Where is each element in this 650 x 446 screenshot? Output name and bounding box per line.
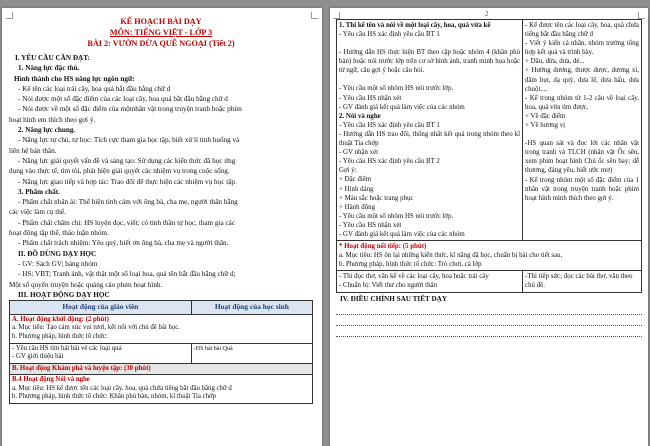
table-cell bbox=[337, 271, 523, 292]
text-line: Một số quyển truyện hoặc quảng cáo phim hoạt hình. bbox=[9, 280, 163, 289]
text-line: - Yêu cầu HS nhận xét bbox=[339, 221, 402, 229]
text-line: + Hành động bbox=[339, 203, 376, 211]
dotted-line bbox=[336, 327, 642, 337]
corner-mark bbox=[333, 12, 340, 19]
document-page-2 bbox=[330, 8, 648, 446]
table-row bbox=[10, 314, 313, 343]
dotted-line bbox=[336, 305, 642, 315]
subsection-heading: 3. Phẩm chất. bbox=[18, 187, 60, 196]
activity-heading: 1. Thi kể tên và nói về một loại cây, hoa, quả vừa kể bbox=[339, 22, 491, 29]
text-paragraph: - Hướng dẫn HS trao đổi, thống nhất kết quả trong nhóm theo kĩ thuật Tia chớp bbox=[339, 130, 521, 148]
text-line: a. Mục tiêu: HS ôn lại những kiến thức, kĩ năng đã học, chuẩn bị bài cho tiết sau. bbox=[339, 252, 563, 260]
table-cell bbox=[10, 343, 192, 363]
subject-heading: MÔN: TIẾNG VIỆT - LỚP 3 bbox=[109, 28, 213, 37]
text-line: + Dâu, dừa, dưa, dẻ... bbox=[525, 58, 585, 66]
table-cell-teacher bbox=[337, 20, 523, 241]
table-row bbox=[10, 363, 313, 375]
page-2-content bbox=[336, 19, 642, 337]
activity-table bbox=[9, 300, 313, 404]
text-line: - Yêu cầu HS xác định yêu cầu BT 2 bbox=[339, 158, 440, 166]
text-line: - Yêu cầu HS nhận xét bbox=[339, 94, 402, 102]
section-heading-2: II. ĐỒ DÙNG DẠY HỌC bbox=[18, 249, 97, 258]
subsection-heading: 1. Năng lực đặc thù. bbox=[18, 64, 80, 73]
table-cell: -Thi tiếp sức; đọc các bài thơ, văn theo chủ đề. bbox=[523, 271, 642, 292]
text-line: - GV giới thiệu bài bbox=[12, 353, 64, 361]
text-line: + Hình dáng bbox=[339, 185, 374, 193]
text-line: - Phẩm chất chăm chỉ: HS luyện đọc, viết; có tinh thần tự học, tham gia các bbox=[18, 218, 236, 227]
text-line: - Yêu cầu HS xác định yêu cầu BT 1 bbox=[339, 121, 440, 129]
section-heading-4: IV. ĐIỀU CHỈNH SAU TIẾT DẠY bbox=[340, 294, 448, 303]
text-line: - Yêu cầu HS tìm hát bài về các loại quả bbox=[12, 344, 122, 352]
text-line: a. Mục tiêu: Tạo cảm xúc vui tươi, kết nối với chủ đề bài học. bbox=[12, 324, 180, 332]
lesson-heading: BÀI 2: VƯỜN DỪA QUÊ NGOẠI (Tiết 2) bbox=[87, 39, 235, 48]
text-line: + Về đặc điểm bbox=[525, 112, 566, 120]
text-paragraph: - Viết ý kiến cá nhân, nhóm trưởng tổng hợp kết quả và trình bày. bbox=[525, 40, 639, 57]
text-line: - GV đánh giá kết quả làm việc của các nhóm bbox=[339, 103, 465, 111]
page-1-content bbox=[9, 16, 313, 404]
text-line: - HS: VBT; Tranh ảnh, vật thật một số loại hoa, quả tên bắt đầu bằng chữ d; bbox=[18, 270, 236, 279]
text-paragraph: - Kể trong nhóm từ 1-2 câu về loại cây, hoa, quả vừa tìm được. bbox=[525, 94, 639, 111]
table-cell: -HS hát bài Quả bbox=[191, 343, 312, 363]
text-line: b. Phương pháp, hình thức tổ chức: Trò chơi, cá lớp bbox=[339, 261, 482, 269]
text-line: - Kể tên các loại trái cây, hoa quả bắt đầu bằng chữ d bbox=[18, 84, 171, 93]
activity-title: A. Hoạt động khởi động: (2 phút) bbox=[12, 315, 109, 323]
text-paragraph: + Hướng dương, thược dược, dương xỉ, dâm bụt, dạ quỳ, dưa lê, dưa hấu, dưa chuột.... bbox=[525, 67, 639, 93]
activity-title: B. Hoạt động Khám phá và luyện tập: (30 phút) bbox=[12, 364, 151, 372]
column-header-teacher: Hoạt động của giáo viên bbox=[10, 301, 192, 315]
text-line: - GV đánh giá kết quả làm việc của các nhóm bbox=[339, 230, 465, 238]
activity-table-continued bbox=[336, 19, 642, 293]
column-header-student: Hoạt động của học sinh bbox=[191, 301, 312, 315]
table-row bbox=[10, 375, 313, 404]
text-line: - Yêu cầu HS xác định yêu cầu BT 1 bbox=[339, 31, 440, 39]
text-line: liên hệ bản thân. bbox=[9, 146, 57, 155]
text-line: hoạt động tập thể, thảo luận nhóm. bbox=[9, 229, 109, 238]
text-line: - Phẩm chất trách nhiệm: Yêu quý, biết ơn ông bà, cha mẹ và người thân. bbox=[18, 239, 229, 248]
text-line: - Chuẩn bị: Viết thư cho người thân bbox=[339, 282, 438, 290]
text-line: b. Phương pháp, hình thức tổ chức: bbox=[12, 332, 108, 340]
activity-heading: 2. Nói và nghe bbox=[339, 112, 381, 120]
section-heading-3: III. HOẠT ĐỘNG DẠY HỌC bbox=[18, 290, 110, 299]
text-line: Gợi ý: bbox=[339, 167, 357, 175]
text-line: - Nói được về một số đặc điểm của mộtnhân vật trong truyện tranh hoặc phim bbox=[18, 105, 242, 114]
text-paragraph: - Kể được tên các loại cây, hoa, quả chứa tiếng bắt đầu bằng chữ d bbox=[525, 22, 639, 39]
page-number: 2 bbox=[485, 10, 489, 18]
text-line: - Năng lực giải quyết vấn đề và sáng tạo: Sử dụng các kiến thức đã học ứng bbox=[18, 156, 236, 165]
text-line: - Năng lực giao tiếp và hợp tác: Trao đổi để thực hiện các nhiệm vụ học tập. bbox=[18, 177, 237, 186]
text-line: - Nói được một số đặc điểm của các loại cây, hoa quả bắt đầu bằng chữ d bbox=[18, 95, 228, 104]
document-title: KẾ HOẠCH BÀI DẠY bbox=[120, 17, 202, 26]
text-line: - Năng lực tự chủ, tự học: Tích cực tham gia học tập, biết xử lí tình huống và bbox=[18, 136, 240, 145]
text-paragraph: -HS quan sát và đọc lời các nhân vật trong tranh và TLCH (nhân vật Ốc sên, xem phim hoạt hình Chú ốc sên bay; dễ thương, đáng yêu, biết ước mơ) bbox=[525, 140, 639, 175]
text-line: - Phẩm chất nhân ái: Thể hiện tình cảm với ông bà, cha mẹ, người thân bằng bbox=[18, 198, 238, 207]
text-line: - Yêu cầu một số nhóm HS nói trước lớp. bbox=[339, 85, 454, 93]
subsection-subheading: Hình thành cho HS năng lực ngôn ngữ: bbox=[14, 74, 135, 83]
text-line: các việc làm cụ thể. bbox=[9, 208, 66, 217]
section-heading-1: I. YÊU CẦU CẦN ĐẠT: bbox=[15, 54, 90, 62]
text-paragraph: - Kể trong nhóm một số đặc điểm của 1 nhân vật trong truyện tranh hoặc phim hoạt hình mình thích theo gợi ý. bbox=[525, 176, 639, 202]
text-line: - Yêu cầu một số nhóm HS nói trước lớp. bbox=[339, 212, 454, 220]
document-page-1 bbox=[2, 8, 322, 446]
table-cell-student bbox=[523, 20, 642, 241]
subsection-heading: 2. Năng lực chung. bbox=[18, 126, 76, 135]
text-line: + Màu sắc hoặc trang phục bbox=[339, 194, 414, 202]
table-row bbox=[337, 241, 642, 271]
text-line: a. Mục tiêu: HS kể được tên các loại cây, hoa, quả chứa tiếng bắt đầu bằng chữ d bbox=[12, 384, 232, 392]
text-line: hoạt hình em thích theo gợi ý. bbox=[9, 115, 96, 124]
text-line: dụng vào thực tế, tìm tòi, phát hiện giải quyết các nhiệm vụ trong cuộc sống. bbox=[9, 167, 230, 176]
text-paragraph: - Thi đọc thơ, văn kể về các loại cây, hoa hoặc trái cây bbox=[339, 273, 489, 281]
text-line: + Đặc điểm bbox=[339, 176, 372, 184]
text-line: + Về hương vị bbox=[525, 122, 566, 130]
text-line: - GV nhận xét bbox=[339, 149, 379, 157]
text-line: b. Phương pháp, hình thức tổ chức: Khăn phủ bàn, nhóm, kĩ thuật Tia chớp bbox=[12, 393, 217, 401]
dotted-line bbox=[336, 316, 642, 326]
activity-title: * Hoạt động nối tiếp: (5 phút) bbox=[339, 243, 427, 251]
corner-mark bbox=[638, 12, 645, 19]
text-paragraph: - Hướng dẫn HS thực hiện BT theo cặp hoặc nhóm 4 (khăn phủ bàn) hoặc nói trước lớp trên cơ sở hình ảnh, tranh minh họa hoặc từ ngữ, câu gợi ý hoặc câu hỏi. bbox=[339, 49, 521, 75]
activity-title: B.4 Hoạt động Nói và nghe bbox=[12, 376, 90, 384]
text-line: - GV: Sách GV; bảng nhóm bbox=[18, 259, 98, 268]
